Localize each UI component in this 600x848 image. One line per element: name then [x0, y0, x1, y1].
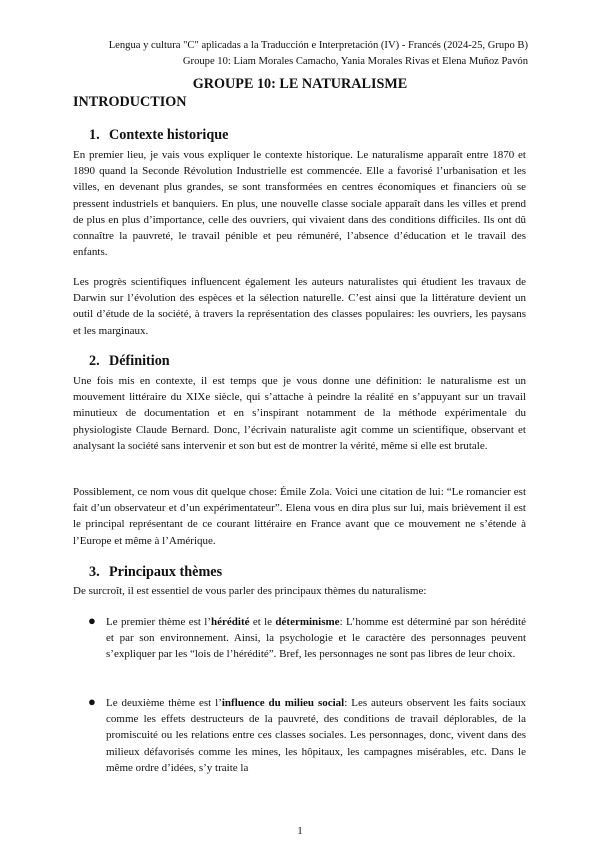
introduction-heading: INTRODUCTION	[73, 94, 187, 110]
page-number: 1	[297, 825, 303, 837]
section-number: 3.	[89, 564, 100, 580]
section-title: Définition	[109, 353, 170, 369]
list-item-milieu-social	[106, 695, 526, 776]
header-course-line: Lengua y cultura "C" aplicadas a la Traducción e Interpretación (IV) - Francés (2024-25, Grupo B)	[108, 40, 528, 51]
paragraph-definition-1: Une fois mis en contexte, il est temps que je vous donne une définition: le naturalisme est un mouvement littéraire du XIXe siècle, qui s’attache à peindre la réalité en s’appuyant sur un travail minutieux de documentation et en s’inspirant notamment de la méthode expérimentale du physiologiste Claude Bernard. Donc, l’écrivain naturaliste agit comme un scientifique, observant et analysant la société sans intervenir et son but est de montrer la vérité, même si elle est brutale.	[73, 375, 526, 452]
list-item-heredite	[106, 614, 526, 663]
paragraph-themes-intro: De surcroît, il est essentiel de vous parler des principaux thèmes du naturalisme:	[73, 585, 427, 597]
bold-term-heredite: hérédité	[211, 616, 250, 628]
section-title: Contexte historique	[109, 127, 229, 143]
section-heading-definition	[89, 353, 170, 370]
paragraph-contexte-1: En premier lieu, je vais vous expliquer le contexte historique. Le naturalisme apparaît entre 1870 et 1890 quand la Seconde Révolution Industrielle est commencée. Elle a favorisé l’urbanisation et les villes, en devenant plus grandes, se sont transformées en centres économiques et financiers où se pressent industriels et banquiers. En plus, une nouvelle classe sociale apparaît dans les villes et prend de plus en plus d’importance, celle des ouvriers, qui vivaient dans des conditions difficiles. Ils ont dû connaître la pauvreté, le travail pénible et peu rémunéré, l’absence d’éducation et le travail des enfants.	[73, 149, 526, 259]
bullet-icon: ●	[88, 613, 96, 628]
section-number: 2.	[89, 353, 100, 369]
section-title: Principaux thèmes	[109, 564, 223, 580]
header-authors-line: Groupe 10: Liam Morales Camacho, Yania Morales Rivas et Elena Muñoz Pavón	[182, 56, 528, 67]
list-item-text: et le	[249, 616, 276, 628]
paragraph-definition-2: Possiblement, ce nom vous dit quelque chose: Émile Zola. Voici une citation de lui: “Le romancier est fait d’un observateur et d’un expérimentateur”. Elena vous en dira plus sur lui, mais brièvement il est le principal représentant de ce courant littéraire en France avant que ce mouvement ne s’étende à l’Europe et même à l’Amérique.	[73, 486, 526, 547]
page-header	[109, 38, 528, 70]
bold-term-milieu-social: influence du milieu social	[221, 697, 345, 709]
document-title: GROUPE 10: LE NATURALISME	[192, 76, 408, 92]
section-number: 1.	[89, 127, 100, 143]
bold-term-determinisme: déterminisme	[275, 616, 340, 628]
section-heading-contexte	[89, 127, 228, 144]
list-item-text: : L’homme est déterminé par son hérédité et par son environnement. Ainsi, la psychologie et le caractère des personnages peuvent s’expliquer par les “lois de l’hérédité”. Bref, les personnages ne sont pas libres de leur choix.	[106, 616, 526, 661]
section-heading-themes	[89, 564, 222, 581]
list-item-text: Le premier thème est l’	[106, 616, 211, 628]
paragraph-contexte-2: Les progrès scientifiques influencent également les auteurs naturalistes qui étudient les travaux de Darwin sur l’évolution des espèces et la sélection naturelle. C’est ainsi que la littérature devient un outil d’étude de la société, à travers la représentation des classes populaires: les ouvriers, les paysans et les marginaux.	[73, 276, 526, 337]
list-item-text: : Les auteurs observent les faits sociaux comme les effets destructeurs de la pauvreté, des conditions de travail déplorables, de la promiscuité ou les relations entre ces classes sociales. Les personnages, donc, vivent dans des milieux défavorisés comme les mines, les hôpitaux, les campagnes misérables, etc. Dans le même ordre d’idées, s’y traite la	[106, 697, 526, 774]
list-item-text: Le deuxième thème est l’	[106, 697, 222, 709]
bullet-icon: ●	[88, 694, 96, 709]
